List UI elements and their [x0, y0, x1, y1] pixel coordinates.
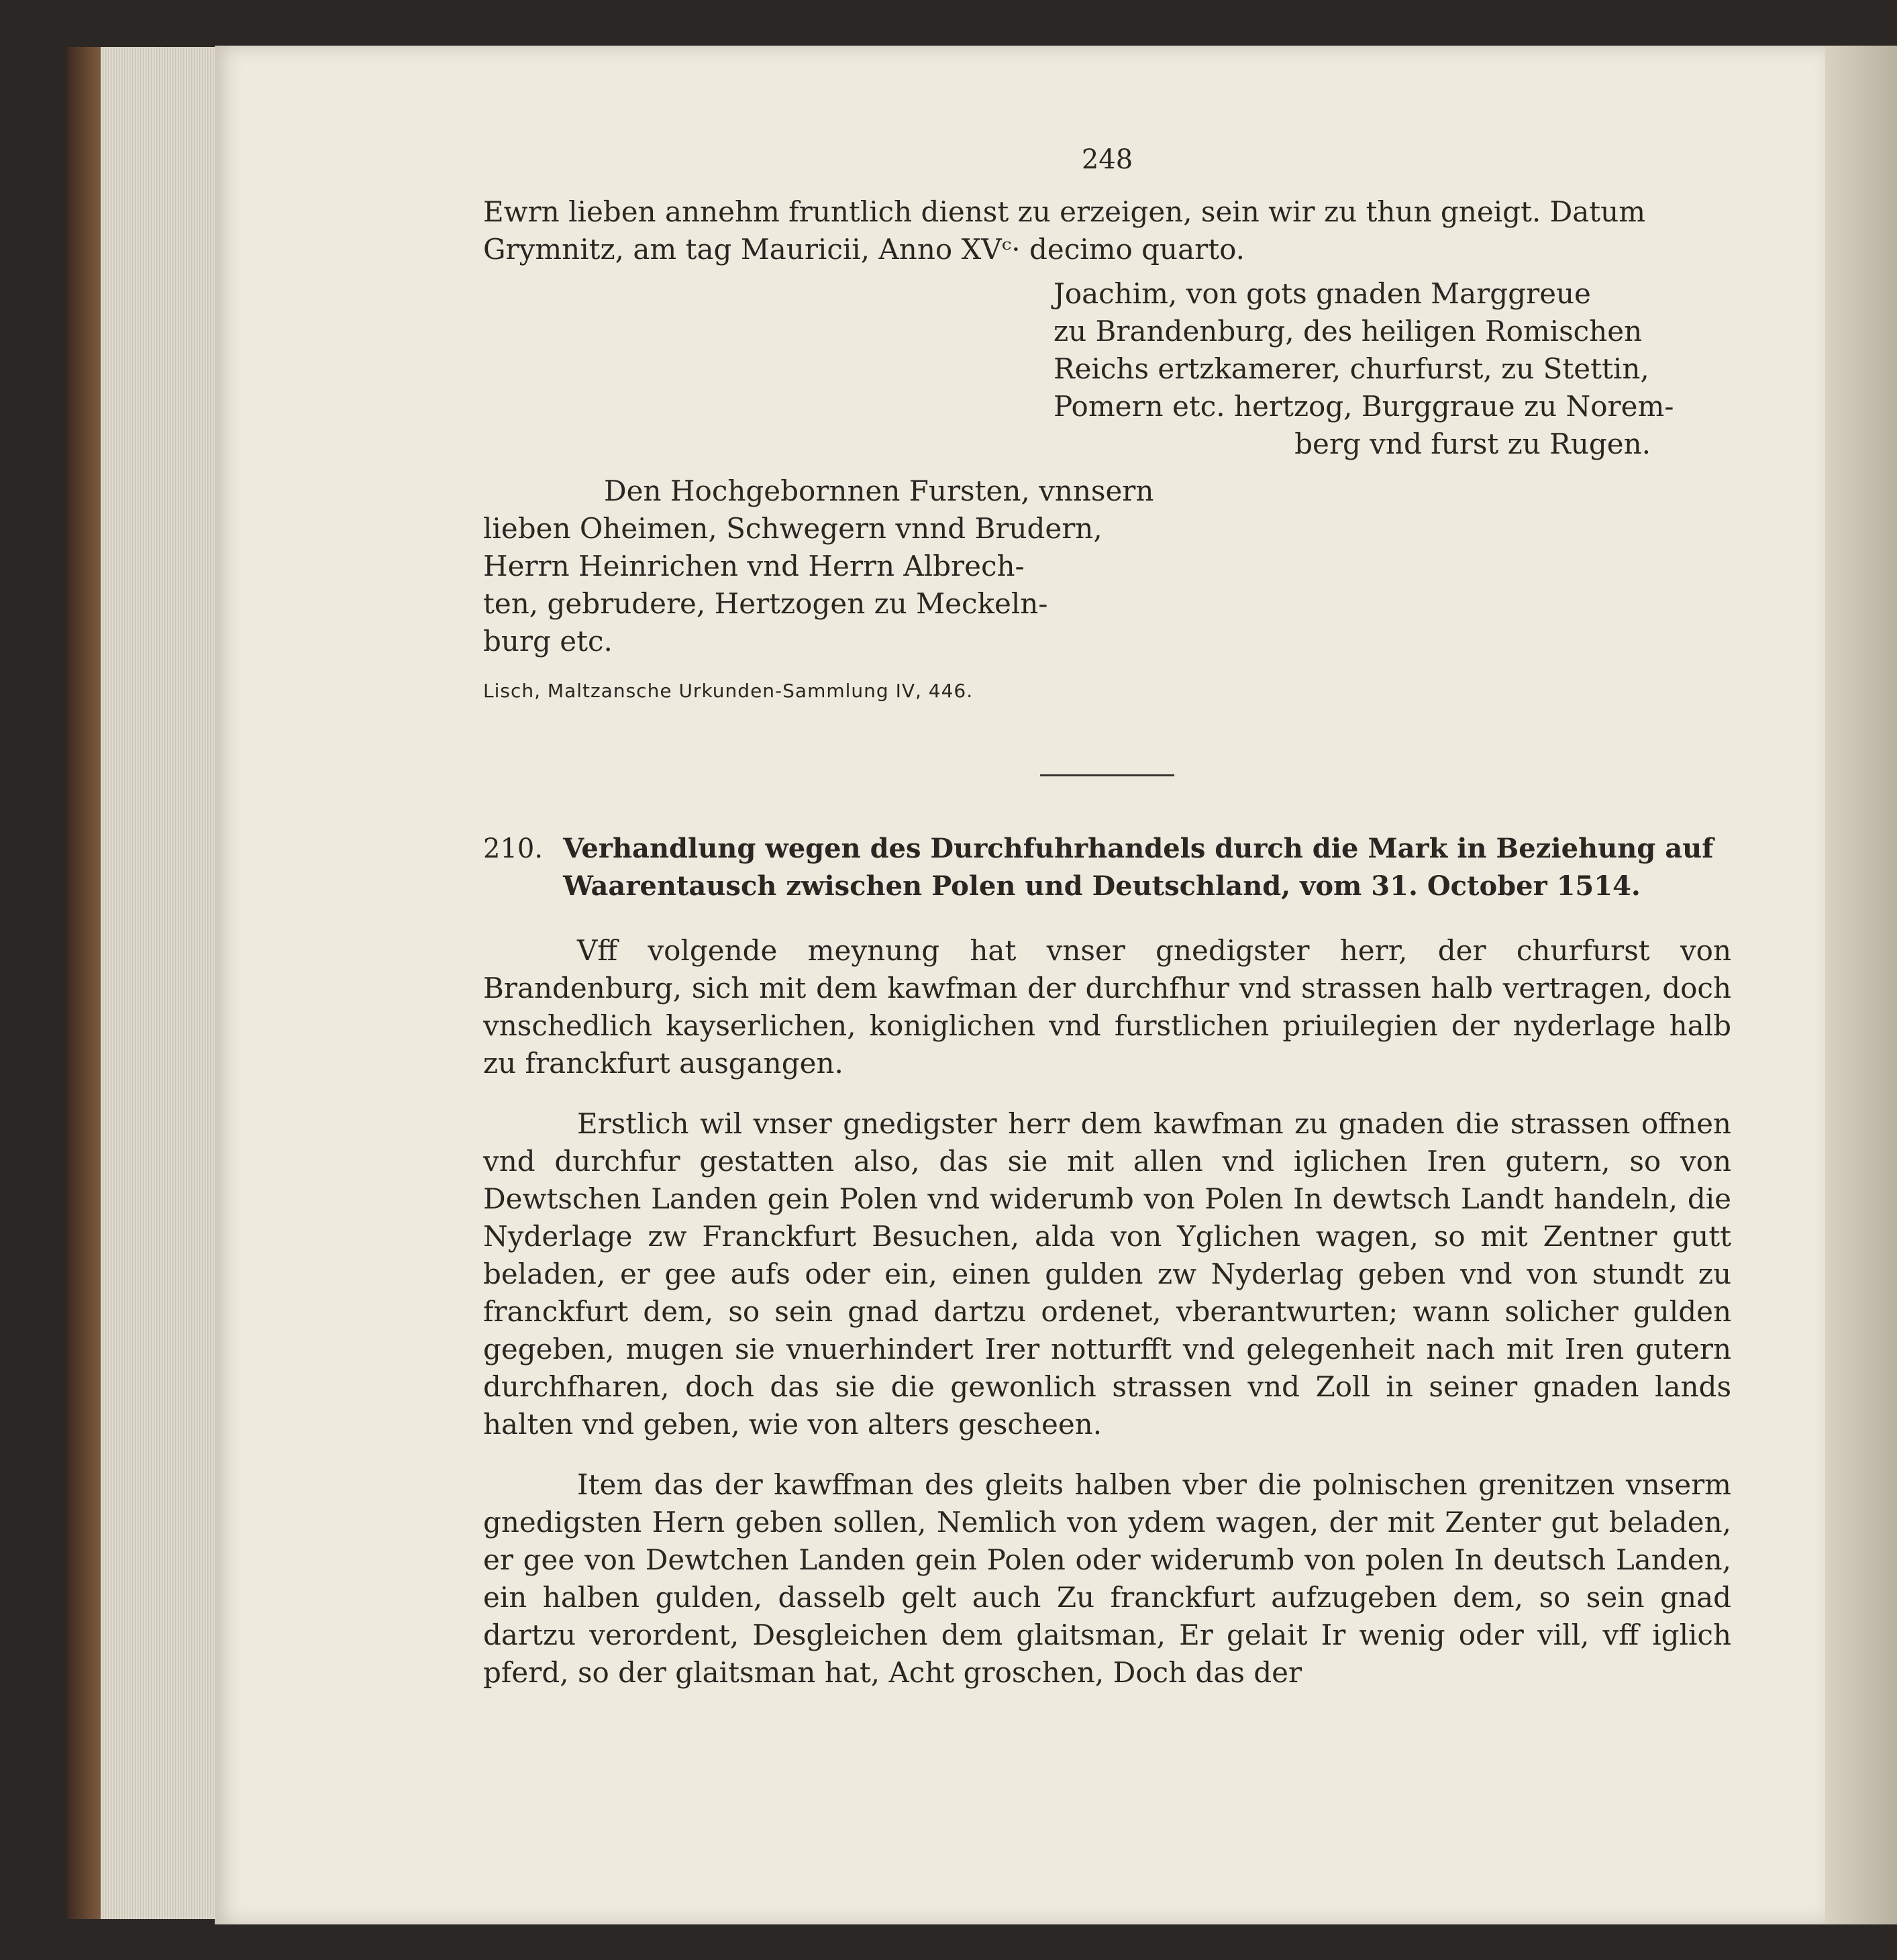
title-line: Verhandlung wegen des Durchfuhrhandels durch die Mark in Beziehung auf [563, 833, 1714, 864]
address-line: Herrn Heinrichen vnd Herrn Albrech- [483, 550, 1025, 582]
body-paragraph: Item das der kawffman des gleits halben vber die polnischen grenitzen vnserm gnedigsten Hern geben sollen, Nemlich von ydem wagen, der mit Zenter gut beladen, er gee von Dewtchen Landen gein Polen oder widerumb von polen In deutsch Landen, ein halben gulden, dasselb gelt auch Zu franckfurt aufzugeben dem, so sein gnad dartzu verordent, Desgleichen dem glaitsman, Er gelait Ir wenig oder vill, vff iglich pferd, so der glaitsman hat, Acht groschen, Doch das der [483, 1468, 1731, 1689]
document-title [563, 830, 1713, 905]
page-content [483, 141, 1731, 1692]
intro-line: Ewrn lieben annehm fruntlich dienst zu erzeigen, sein wir zu thun gneigt. Datum [483, 195, 1646, 228]
signature-line: berg vnd furst zu Rugen. [1294, 427, 1651, 460]
signature-line: Pomern etc. hertzog, Burggraue zu Norem- [1054, 390, 1674, 423]
signature-block [1054, 275, 1731, 463]
intro-line: Grymnitz, am tag Mauricii, Anno XVᶜ· decimo quarto. [483, 233, 1245, 266]
page-stack [101, 47, 228, 1919]
signature-line: zu Brandenburg, des heiligen Romischen [1054, 315, 1643, 348]
document-heading [483, 830, 1731, 905]
body-paragraph: Erstlich wil vnser gnedigster herr dem kawfman zu gnaden die strassen offnen vnd durchfur gestatten also, das sie mit allen vnd iglichen Iren gutern, so von Dewtschen Landen gein Polen vnd widerumb von Polen In dewtsch Landt handeln, die Nyderlage zw Franckfurt Besuchen, alda von Yglichen wagen, so mit Zentner gutt beladen, er gee aufs oder ein, einen gulden zw Nyderlag geben vnd von stundt zu franckfurt dem, so sein gnad dartzu ordenet, vberantwurten; wann solicher gulden gegeben, mugen sie vnuerhindert Irer notturfft vnd gelegenheit nach mit Iren gutern durchfharen, doch das sie die gewonlich strassen vnd Zoll in seiner gnaden lands halten vnd geben, wie von alters gescheen. [483, 1107, 1731, 1441]
facing-page-edge [1825, 46, 1897, 1924]
title-line: Waarentausch zwischen Polen und Deutschland, vom 31. October 1514. [563, 870, 1641, 902]
address-line: ten, gebrudere, Hertzogen zu Meckeln- [483, 587, 1048, 620]
address-line: Den Hochgebornnen Fursten, vnnsern [604, 474, 1154, 507]
source-citation: Lisch, Maltzansche Urkunden-Sammlung IV, 446. [483, 680, 974, 702]
body-paragraph: Vff volgende meynung hat vnser gnedigster herr, der churfurst von Brandenburg, sich mit dem kawfman der durchfhur vnd strassen halb vertragen, doch vnschedlich kayserlichen, koniglichen vnd furstlichen priuilegien der nyderlage halb zu franckfurt ausgangen. [483, 934, 1731, 1080]
signature-line: Joachim, von gots gnaden Marggreue [1054, 277, 1591, 310]
document-number: 210. [483, 833, 544, 864]
section-divider [1040, 774, 1174, 776]
address-line: burg etc. [483, 625, 613, 658]
address-block [483, 472, 1154, 660]
page-number: 248 [1081, 144, 1133, 175]
address-line: lieben Oheimen, Schwegern vnnd Brudern, [483, 512, 1103, 545]
signature-line: Reichs ertzkamerer, churfurst, zu Stettin, [1054, 352, 1649, 385]
